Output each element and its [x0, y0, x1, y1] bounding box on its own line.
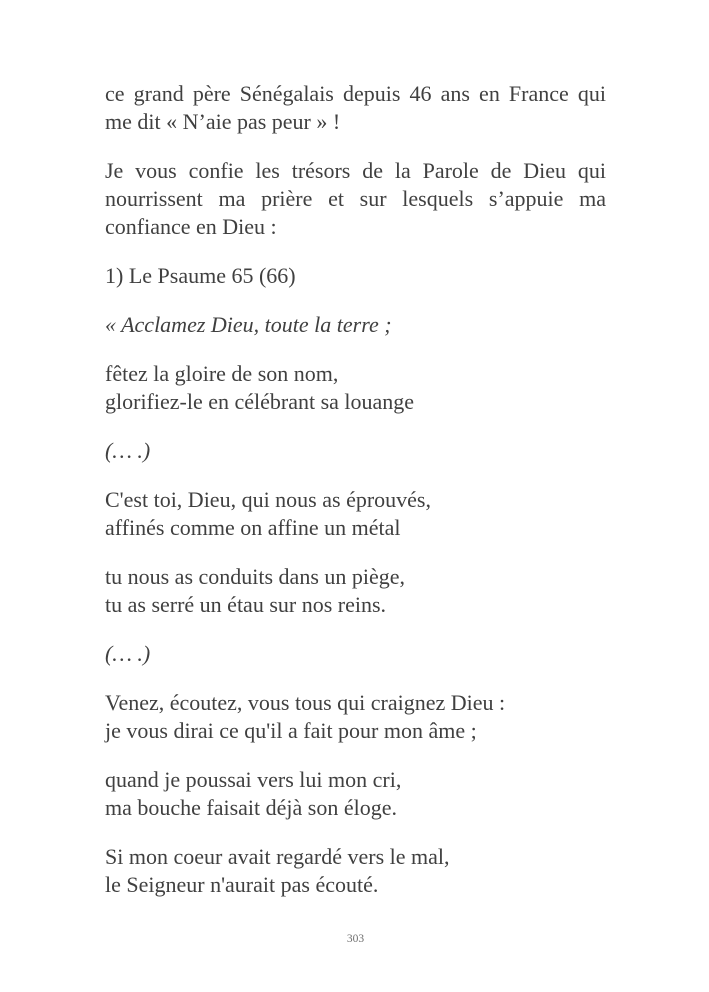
text-line: Je vous confie les trésors de la Parole de Dieu qui — [105, 158, 606, 183]
psalm-stanza-5 — [105, 766, 606, 822]
text-line: Si mon coeur avait regardé vers le mal, — [105, 844, 450, 869]
text-line: glorifiez-le en célébrant sa louange — [105, 389, 415, 414]
psalm-quote-opening — [105, 311, 606, 339]
text-line: tu as serré un étau sur nos reins. — [105, 592, 387, 617]
text-line: le Seigneur n'aurait pas écouté. — [105, 872, 379, 897]
text-line: ce grand père Sénégalais depuis 46 ans en France qui — [105, 81, 606, 106]
text-line: fêtez la gloire de son nom, — [105, 361, 339, 386]
ellipsis-marker-2 — [105, 640, 606, 668]
psalm-stanza-4 — [105, 689, 606, 745]
text-line: je vous dirai ce qu'il a fait pour mon âme ; — [105, 718, 477, 743]
text-line: C'est toi, Dieu, qui nous as éprouvés, — [105, 487, 431, 512]
text-line: 1) Le Psaume 65 (66) — [105, 263, 296, 288]
text-line: nourrissent ma prière et sur lesquels s’appuie ma — [105, 186, 606, 211]
text-line: Venez, écoutez, vous tous qui craignez Dieu : — [105, 690, 506, 715]
text-line: ma bouche faisait déjà son éloge. — [105, 795, 398, 820]
text-line: confiance en Dieu : — [105, 214, 277, 239]
text-line: affinés comme on affine un métal — [105, 515, 401, 540]
psalm-stanza-6 — [105, 843, 606, 899]
paragraph-grandpere — [105, 80, 606, 136]
text-line: tu nous as conduits dans un piège, — [105, 564, 406, 589]
text-line: me dit « N’aie pas peur » ! — [105, 109, 341, 134]
page-number: 303 — [346, 933, 365, 945]
text-line: (… .) — [105, 641, 151, 666]
text-line: quand je poussai vers lui mon cri, — [105, 767, 402, 792]
psalm-stanza-1 — [105, 360, 606, 416]
text-content — [105, 80, 606, 920]
paragraph-confie — [105, 157, 606, 241]
text-line: « Acclamez Dieu, toute la terre ; — [105, 312, 392, 337]
psalm-heading — [105, 262, 606, 290]
psalm-stanza-2 — [105, 486, 606, 542]
text-line: (… .) — [105, 438, 151, 463]
psalm-stanza-3 — [105, 563, 606, 619]
ellipsis-marker-1 — [105, 437, 606, 465]
